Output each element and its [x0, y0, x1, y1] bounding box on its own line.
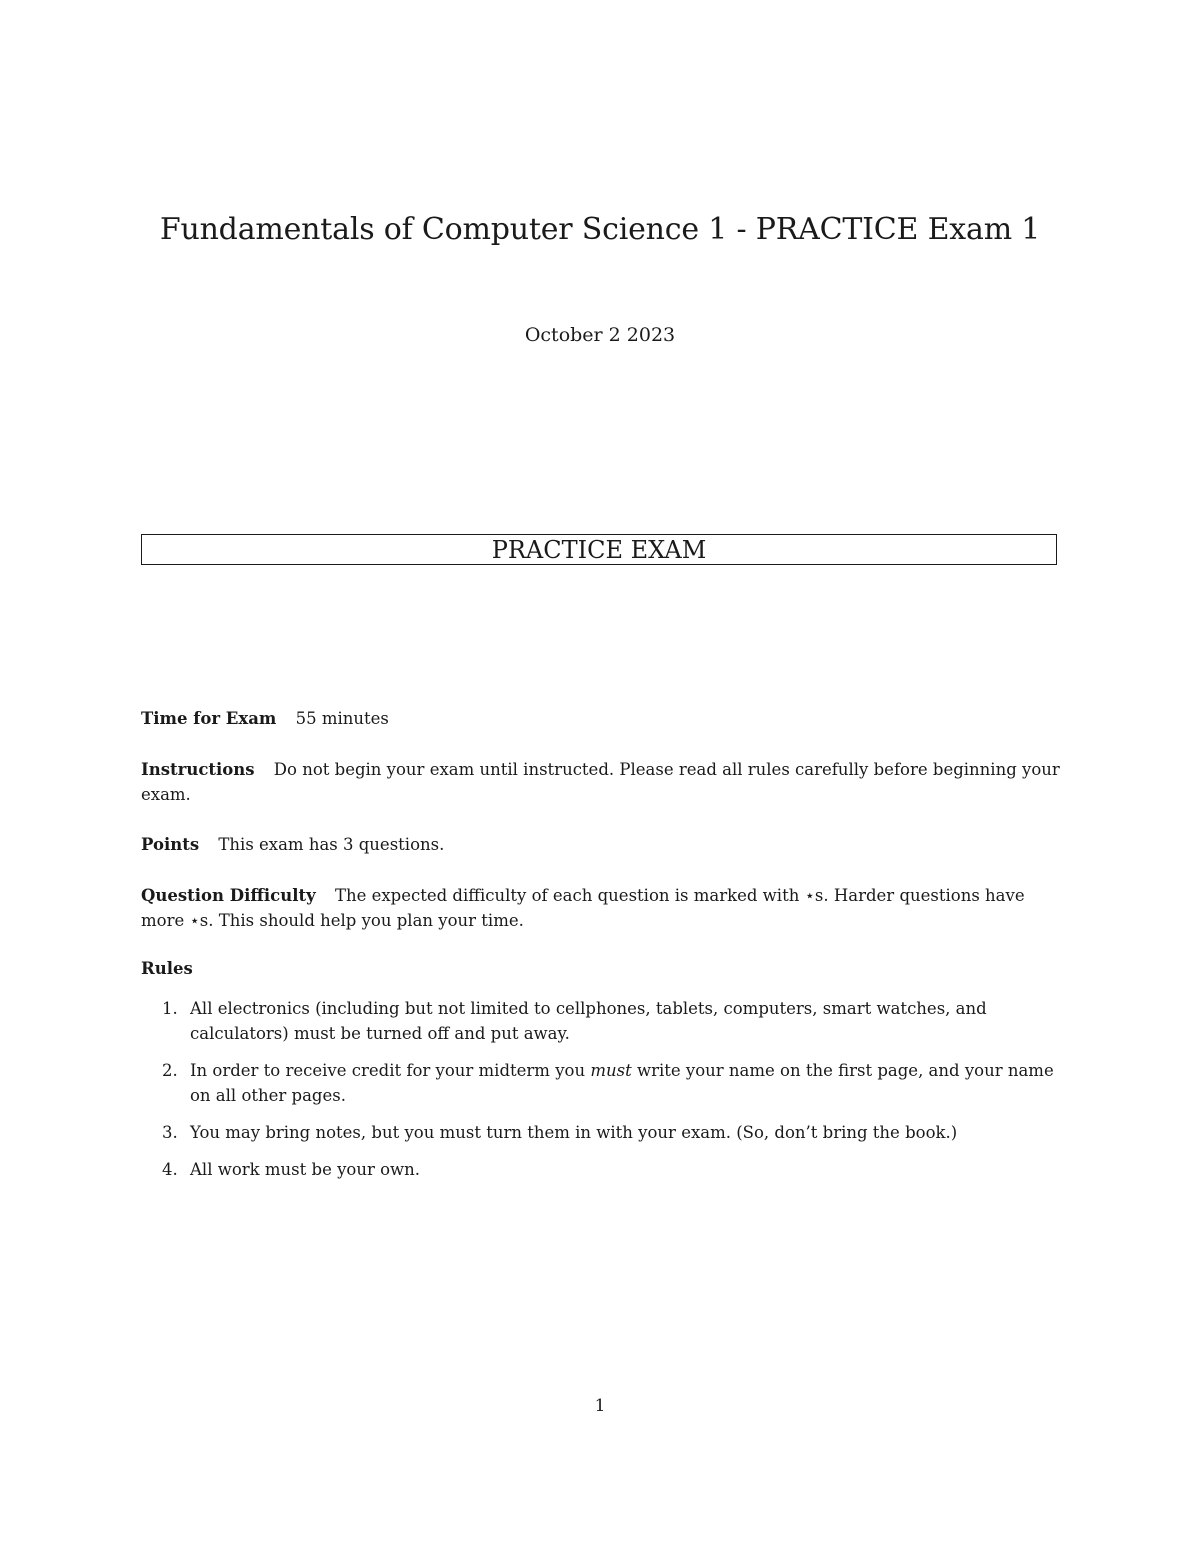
rule-number: 3. [162, 1123, 178, 1142]
points-label: Points [141, 835, 200, 854]
exam-date: October 2 2023 [524, 324, 676, 346]
rule-emphasis: must [590, 1061, 632, 1080]
rule-text-after: write your name on the first page, and your name on all other pages. [190, 1061, 1054, 1105]
rules-heading: Rules [141, 959, 193, 978]
question-difficulty [141, 883, 1060, 933]
practice-exam-banner: PRACTICE EXAM [141, 534, 1057, 565]
rule-item [141, 1058, 1060, 1108]
time-label: Time for Exam [141, 709, 277, 728]
rule-number: 4. [162, 1160, 178, 1179]
time-value: 55 minutes [295, 709, 389, 728]
time-for-exam [141, 706, 1060, 731]
difficulty-label: Question Difficulty [141, 886, 316, 905]
points [141, 832, 1060, 857]
rule-item [141, 996, 1060, 1046]
rules-list [141, 996, 1060, 1194]
rule-item [141, 1120, 1060, 1145]
rule-number: 2. [162, 1061, 178, 1080]
rule-text-before: In order to receive credit for your midterm you [190, 1061, 586, 1080]
instructions [141, 757, 1060, 807]
rule-item [141, 1157, 1060, 1182]
exam-title: Fundamentals of Computer Science 1 - PRACTICE Exam 1 [159, 212, 1041, 247]
instructions-label: Instructions [141, 760, 255, 779]
rule-text: All electronics (including but not limited to cellphones, tablets, computers, smart watches, and calculators) must be turned off and put away. [190, 999, 987, 1043]
difficulty-text: The expected difficulty of each question is marked with ⋆s. Harder questions have more ⋆s. This should help you plan your time. [141, 886, 1025, 930]
rule-number: 1. [162, 999, 178, 1018]
points-text: This exam has 3 questions. [218, 835, 445, 854]
page-number: 1 [594, 1396, 606, 1416]
rule-text: All work must be your own. [190, 1160, 421, 1179]
instructions-text: Do not begin your exam until instructed. Please read all rules carefully before beginning your exam. [141, 760, 1060, 804]
rule-text: You may bring notes, but you must turn them in with your exam. (So, don’t bring the book.) [190, 1123, 958, 1142]
